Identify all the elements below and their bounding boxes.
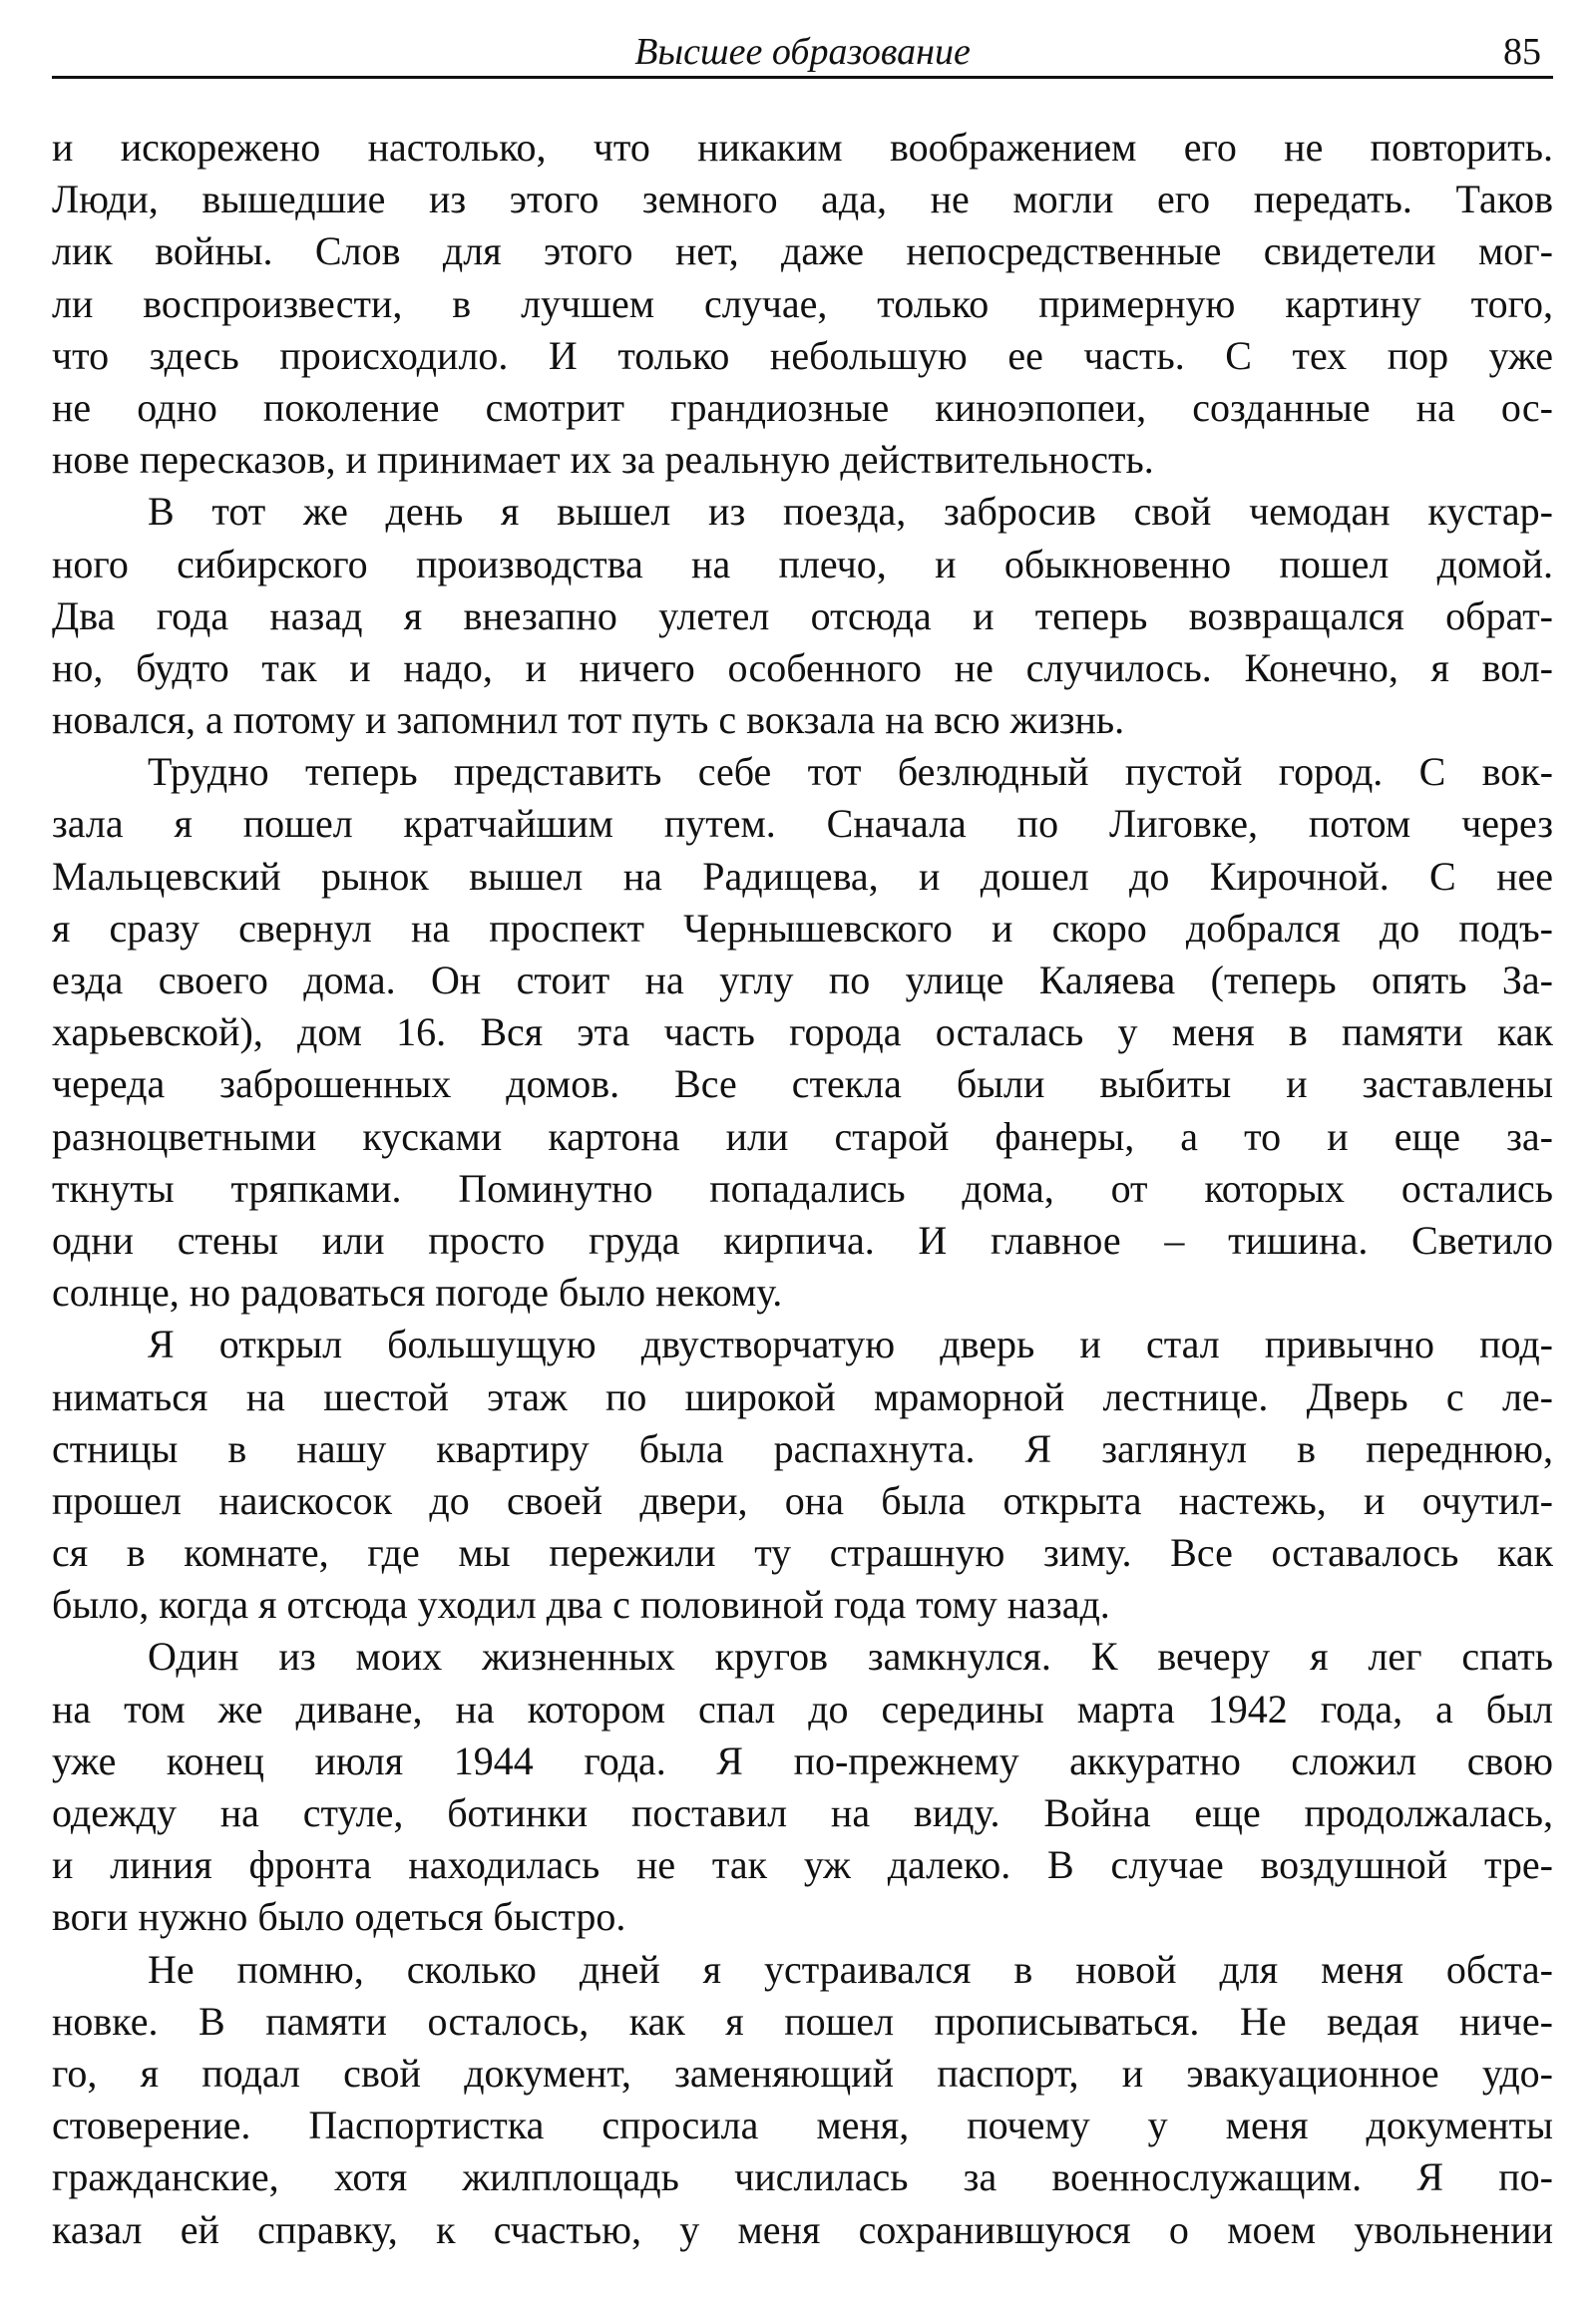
text-line: уже конец июля 1944 года. Я по-прежнему аккуратно сложил свою — [52, 1737, 1553, 1783]
text-line: новался, а потому и запомнил тот путь с вокзала на всю жизнь. — [52, 697, 1125, 743]
text-line: Мальцевский рынок вышел на Радищева, и дошел до Кирочной. С нее — [52, 853, 1553, 899]
text-line: что здесь происходило. И только небольшую ее часть. С тех пор уже — [52, 332, 1553, 378]
text-line: Два года назад я внезапно улетел отсюда и теперь возвращался обрат- — [52, 592, 1553, 638]
text-line: разноцветными кусками картона или старой фанеры, а то и еще за- — [52, 1113, 1553, 1159]
text-line: зала я пошел кратчайшим путем. Сначала по Лиговке, потом через — [52, 801, 1553, 847]
text-line: воги нужно было одеться быстро. — [52, 1894, 626, 1940]
running-title: Высшее образование — [634, 31, 971, 73]
paragraph-first-line: Я открыл большущую двустворчатую дверь и стал привычно под- — [148, 1322, 1553, 1367]
text-line: стницы в нашу квартиру была распахнута. Я заглянул в переднюю, — [52, 1425, 1553, 1471]
text-line: на том же диване, на котором спал до середины марта 1942 года, а был — [52, 1686, 1553, 1732]
paragraph-first-line: Трудно теперь представить себе тот безлюдный пустой город. С вок- — [148, 749, 1553, 795]
page-number: 85 — [1503, 31, 1541, 73]
text-line: новке. В памяти осталось, как я пошел прописываться. Не ведая ниче- — [52, 1998, 1553, 2044]
text-line: харьевской), дом 16. Вся эта часть города осталась у меня в памяти как — [52, 1009, 1553, 1055]
text-line: одни стены или просто груда кирпича. И главное – тишина. Светило — [52, 1217, 1553, 1263]
text-line: Люди, вышедшие из этого земного ада, не могли его передать. Таков — [52, 177, 1553, 222]
text-line: череда заброшенных домов. Все стекла были выбиты и заставлены — [52, 1061, 1553, 1107]
text-line: ниматься на шестой этаж по широкой мраморной лестнице. Дверь с ле- — [52, 1373, 1553, 1419]
text-line: и искорежено настолько, что никаким воображением его не повторить. — [52, 125, 1553, 170]
text-line: нове пересказов, и принимает их за реальную действительность. — [52, 437, 1154, 483]
text-line: казал ей справку, к счастью, у меня сохранившуюся о моем увольнении — [52, 2206, 1553, 2252]
text-line: езда своего дома. Он стоит на углу по улице Каляева (теперь опять За- — [52, 958, 1553, 1002]
book-page — [52, 0, 1553, 2311]
text-line: не одно поколение смотрит грандиозные киноэпопеи, созданные на ос- — [52, 384, 1553, 430]
text-line: и линия фронта находилась не так уж далеко. В случае воздушной тре- — [52, 1842, 1553, 1888]
text-line: ного сибирского производства на плечо, и обыкновенно пошел домой. — [52, 541, 1553, 586]
paragraph-first-line: В тот же день я вышел из поезда, забросив свой чемодан кустар- — [148, 489, 1553, 535]
text-line: го, я подал свой документ, заменяющий паспорт, и эвакуационное удо- — [52, 2050, 1553, 2096]
running-header — [52, 26, 1553, 79]
text-line: одежду на стуле, ботинки поставил на виду. Война еще продолжалась, — [52, 1790, 1553, 1835]
text-line: ся в комнате, где мы пережили ту страшную зиму. Все оставалось как — [52, 1530, 1553, 1576]
text-line: солнце, но радоваться погоде было некому. — [52, 1270, 783, 1316]
text-line: я сразу свернул на проспект Чернышевского и скоро добрался до подъ- — [52, 905, 1553, 951]
text-line: было, когда я отсюда уходил два с половиной года тому назад. — [52, 1582, 1110, 1628]
text-line: гражданские, хотя жилплощадь числилась за военнослужащим. Я по- — [52, 2154, 1553, 2200]
text-line: но, будто так и надо, и ничего особенного не случилось. Конечно, я вол- — [52, 644, 1553, 690]
text-line: ткнуты тряпками. Поминутно попадались дома, от которых остались — [52, 1165, 1553, 1211]
text-line: лик войны. Слов для этого нет, даже непосредственные свидетели мог- — [52, 228, 1553, 274]
paragraph-first-line: Один из моих жизненных кругов замкнулся. К вечеру я лег спать — [148, 1634, 1553, 1680]
body-text — [52, 122, 1553, 2256]
paragraph-first-line: Не помню, сколько дней я устраивался в новой для меня обста- — [148, 1946, 1553, 1992]
text-line: прошел наискосок до своей двери, она была открыта настежь, и очутил- — [52, 1477, 1553, 1523]
text-line: стоверение. Паспортистка спросила меня, почему у меня документы — [52, 2103, 1553, 2148]
text-line: ли воспроизвести, в лучшем случае, только примерную картину того, — [52, 280, 1553, 326]
